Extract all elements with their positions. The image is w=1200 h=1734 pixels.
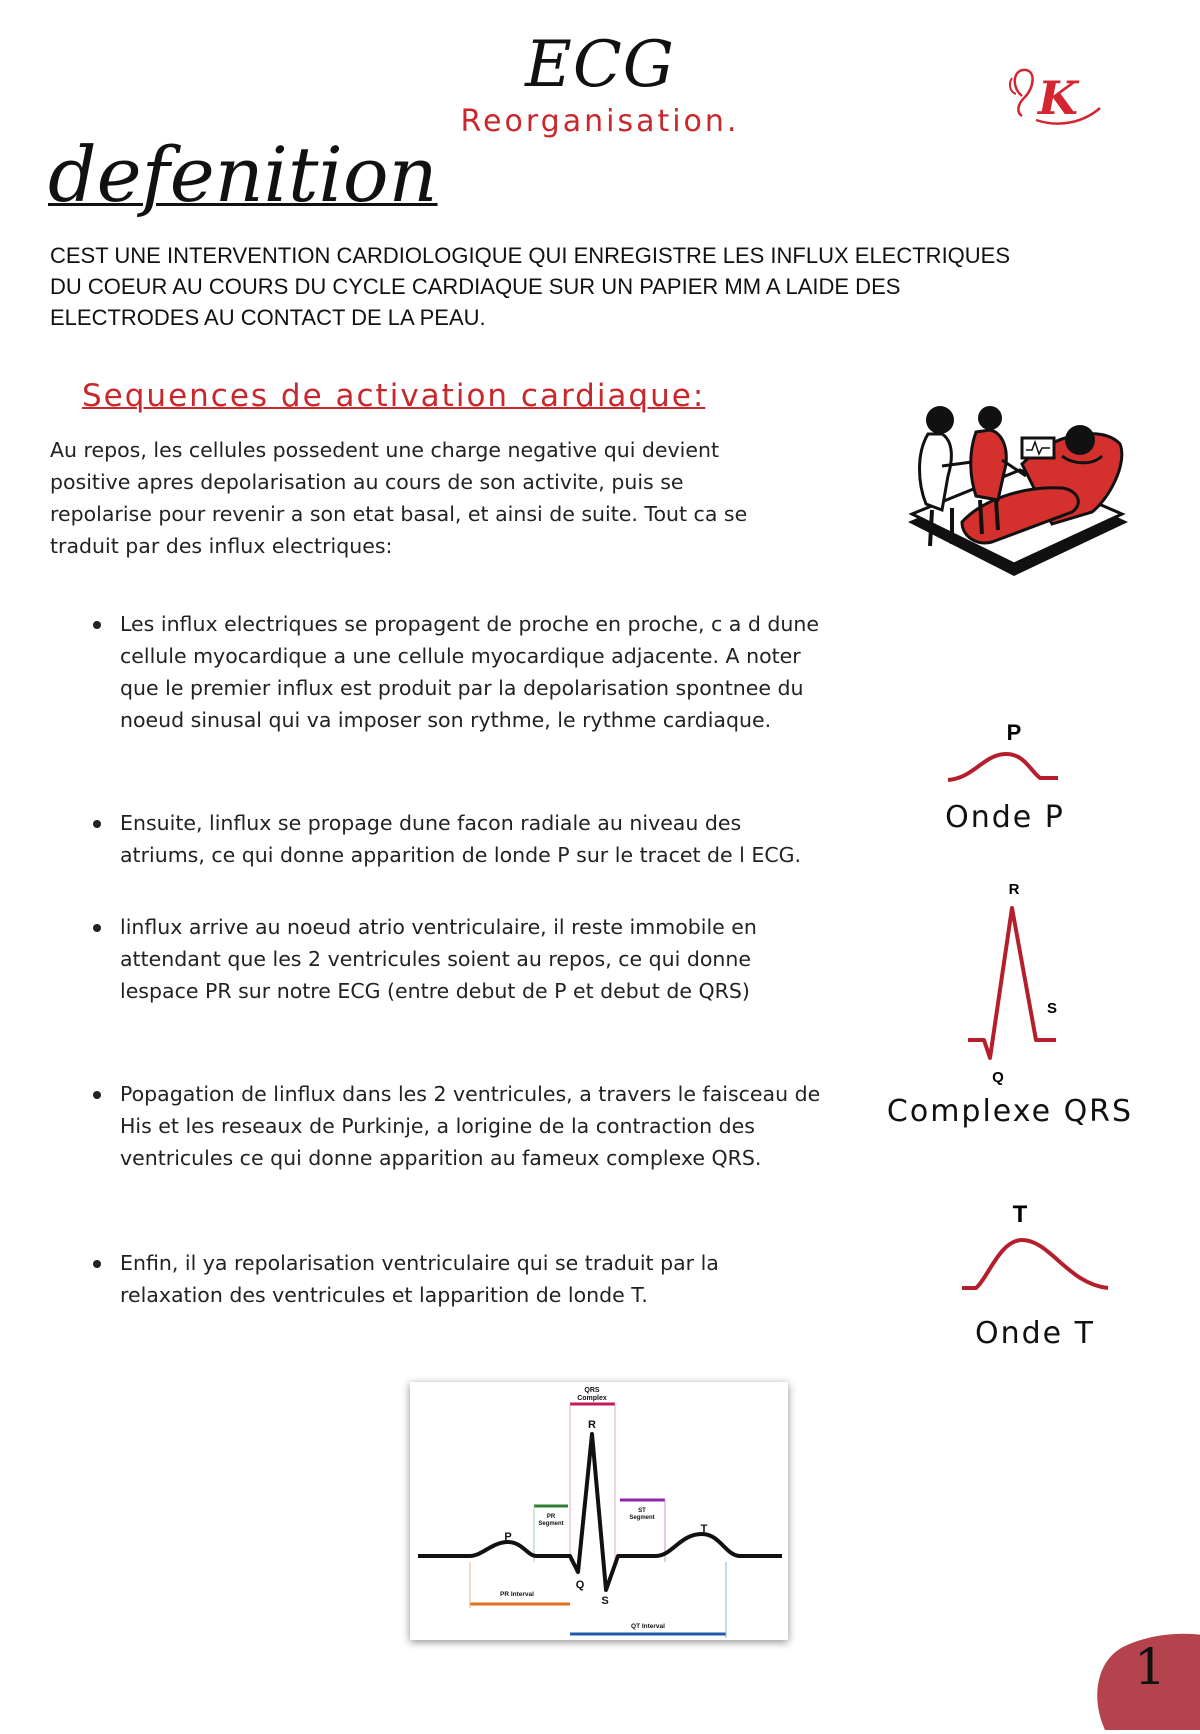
diagram-s-label: S [601, 1595, 609, 1607]
definition-text: CEST UNE INTERVENTION CARDIOLOGIQUE QUI ENREGISTRE LES INFLUX ELECTRIQUES DU COEUR AU COURS DU CYCLE CARDIAQUE SUR UN PAPIER MM A LAIDE DES ELECTRODES AU CONTACT DE LA PEAU. [50, 243, 1011, 330]
bullet-icon [93, 1260, 101, 1268]
qrs-s-letter: S [1046, 1000, 1058, 1017]
qrs-r-letter: R [1008, 881, 1020, 898]
qrs-complex-figure [966, 880, 1066, 1086]
page-subtitle: Reorganisation. [460, 104, 740, 139]
page-title: ECG [525, 28, 675, 102]
sequences-intro: Au repos, les cellules possedent une charge negative qui devient positive apres depolarisation au cours de son activite, puis se repolarise pour revenir a son etat basal, et ainsi de suite. Tout ca se traduit par des influx electriques: [50, 438, 748, 558]
qrs-q-letter: Q [992, 1069, 1004, 1086]
st-segment-label-1: ST [638, 1508, 646, 1514]
bullet-icon [93, 1091, 101, 1099]
list-item: Ensuite, linflux se propage dune facon radiale au niveau des atriums, ce qui donne apparition de londe P sur le tracet de l ECG. [93, 807, 823, 871]
diagram-q-label: Q [575, 1579, 585, 1591]
qt-interval-label: QT Interval [631, 1623, 665, 1630]
list-item: linflux arrive au noeud atrio ventriculaire, il reste immobile en attendant que les 2 ventricules soient au repos, ce qui donne lespace PR sur notre ECG (entre debut de P et debut de QRS) [93, 911, 823, 1007]
signature-k-logo [1000, 56, 1110, 136]
diagram-r-label: R [588, 1419, 596, 1431]
pr-segment-label-2: Segment [538, 1521, 564, 1527]
diagram-p-label: P [504, 1531, 512, 1543]
qrs-complex-label-2: Complex [577, 1395, 607, 1402]
definition-heading: defenition [48, 130, 438, 219]
t-wave-caption: Onde T [975, 1316, 1095, 1351]
bullet-icon [93, 820, 101, 828]
p-wave-figure [944, 718, 1064, 784]
p-wave-caption: Onde P [945, 800, 1065, 835]
bullet-icon [93, 621, 101, 629]
ecg-exam-illustration [902, 404, 1132, 590]
list-item: Les influx electriques se propagent de proche en proche, c a d dune cellule myocardique a une cellule myocardique adjacente. A noter que le premier influx est produit par la depolarisation spontnee du noeud sinusal qui va imposer son rythme, le rythme cardiaque. [93, 608, 823, 736]
pr-interval-label: PR Interval [500, 1591, 534, 1598]
sequences-heading: Sequences de activation cardiaque: [82, 378, 706, 414]
list-item: Enfin, il ya repolarisation ventriculaire qui se traduit par la relaxation des ventricules et lapparition de londe T. [93, 1247, 823, 1311]
ecg-diagram [410, 1382, 788, 1640]
pr-segment-label-1: PR [546, 1514, 556, 1520]
ecg-diagram-card [410, 1382, 788, 1640]
p-wave-letter: P [1006, 720, 1022, 745]
list-item: Popagation de linflux dans les 2 ventricules, a travers le faisceau de His et les reseaux de Purkinje, a lorigine de la contraction des ventricules ce qui donne apparition au fameux complexe QRS. [93, 1078, 823, 1174]
bullet-icon [93, 924, 101, 932]
st-segment-label-2: Segment [629, 1515, 655, 1521]
qrs-complex-label-1: QRS [584, 1387, 600, 1394]
t-wave-letter: T [1012, 1201, 1028, 1228]
logo-letter: K [1038, 71, 1078, 125]
qrs-caption: Complexe QRS [886, 1094, 1134, 1129]
diagram-t-label: T [700, 1523, 708, 1535]
t-wave-figure [958, 1196, 1118, 1296]
page-number: 1 [1134, 1638, 1166, 1696]
